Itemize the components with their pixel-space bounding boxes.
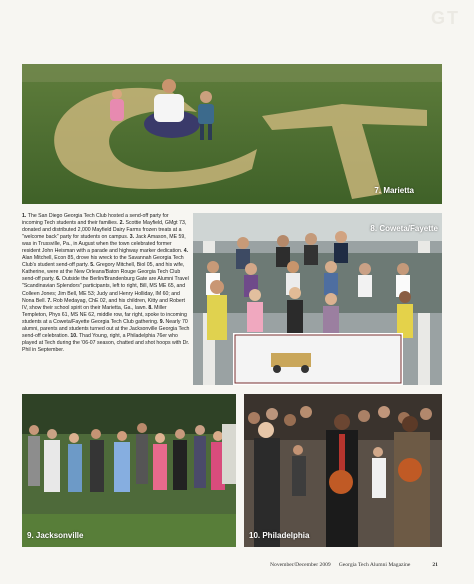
footer-magazine: Georgia Tech Alumni Magazine	[338, 562, 411, 568]
story-item-text: Gregory Mitchell, Biol 05, and his wife, Katherine, were at the New Orleans/Baton Rouge Georgia Tech Club send-off party.	[22, 262, 185, 283]
jacksonville-group-scene	[22, 394, 236, 547]
coweta-group-scene	[193, 213, 442, 385]
story-item-text: Miller Templeton, Phys 61, MS NE 62, middle row, far right, spoke to incoming students at a Coweta/Fayette Georgia Tech Club gathering.	[22, 304, 187, 325]
story-item-number: 6.	[56, 276, 62, 283]
story-item-text: Thad Young, right, a Philadelphia 76er who played at Tech during the '06-07 season, chatted and shot hoops with Dr. Phil in September.	[22, 332, 190, 353]
photo-tag-marietta: 7. Marietta	[374, 186, 414, 195]
story-item-number: 1.	[22, 213, 28, 219]
page-number: 21	[432, 562, 438, 568]
photo-tag-coweta-fayette: 8. Coweta/Fayette	[370, 224, 438, 233]
footer-issue: November/December 2009	[270, 562, 331, 568]
page-footer	[270, 562, 460, 568]
story-item-text: Rob Medayag, ChE 02, and his children, Kitty and Robert IV, show their school spirit on their Marietta, Ga., lawn.	[22, 297, 185, 311]
philadelphia-scene	[244, 394, 442, 547]
story-item-text: Outside the Berlin/Brandenburg Gate are Alumni Travel "Scandinavian Splendors" participants, left to right, Bill, MS ME 65, and Colleen Jones; Jim Bell, ME 53; Judy and Henry Holliday, IM 60; and Nona Bell.	[22, 276, 189, 304]
photo-philadelphia	[244, 394, 442, 547]
story-item-number: 5.	[90, 262, 97, 269]
photo-tag-philadelphia: 10. Philadelphia	[249, 531, 310, 540]
photo-coweta-fayette	[193, 213, 442, 385]
story-item-text: Scottie Mayfield, GMgt 73, donated and distributed 2,000 Mayfield Dairy Farms frozen treats at a "welcome back" party for students on campus.	[22, 220, 187, 241]
marietta-lawn-scene	[22, 64, 442, 204]
story-item-number: 4.	[183, 248, 189, 255]
story-paragraph	[22, 213, 190, 354]
story-item-text: Nearly 70 alumni, parents and students turned out at the Jacksonville Georgia Tech send-off celebration.	[22, 318, 190, 339]
story-item-text: Alan Mitchell, Econ 85, drove his wreck to the Savannah Georgia Tech Club's student send-off party.	[22, 255, 184, 269]
story-item-number: 10.	[70, 332, 80, 339]
story-item-text: Jack Amason, ME 59, was in Trussville, Pa., in August when the town celebrated former resident John Heisman with a parade and highway marker dedication.	[22, 234, 186, 255]
story-item-number: 7.	[47, 297, 54, 304]
story-item-number: 8.	[148, 304, 155, 311]
masthead-ghost: GT	[431, 8, 460, 28]
photo-marietta	[22, 64, 442, 204]
story-item-number: 2.	[119, 220, 126, 227]
story-item-text: The San Diego Georgia Tech Club hosted a send-off party for incoming Tech students and their families.	[22, 213, 169, 227]
story-captions	[22, 213, 190, 385]
photo-tag-jacksonville: 9. Jacksonville	[27, 531, 84, 540]
story-item-number: 9.	[159, 318, 166, 325]
photo-jacksonville	[22, 394, 236, 547]
story-item-number: 3.	[129, 234, 136, 241]
